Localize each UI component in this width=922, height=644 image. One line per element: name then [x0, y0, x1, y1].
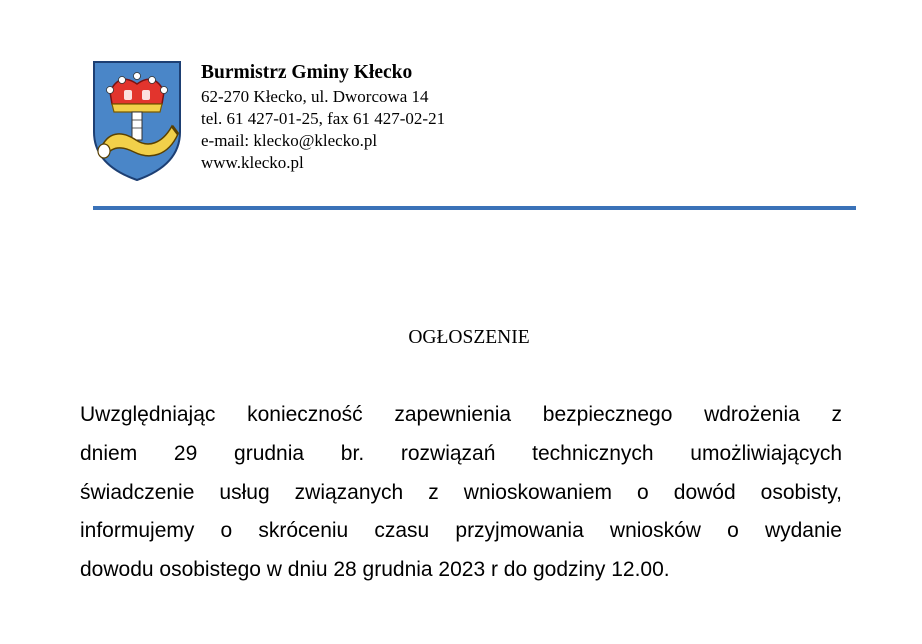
body-line: dowodu osobistego w dniu 28 grudnia 2023 r do godziny 12.00. — [80, 558, 670, 582]
body-line: Uwzględniając konieczność zapewnienia bezpiecznego wdrożenia z — [80, 403, 842, 426]
coat-of-arms-icon — [92, 60, 182, 182]
phone-fax: tel. 61 427-01-25, fax 61 427-02-21 — [201, 109, 446, 128]
document-title: OGŁOSZENIE — [408, 327, 530, 348]
body-line: świadczenie usług związanych z wnioskowaniem o dowód osobisty, — [80, 480, 842, 504]
body-line: dniem 29 grudnia br. rozwiązań technicznych umożliwiających — [80, 441, 842, 465]
letterhead — [201, 60, 445, 174]
website: www.klecko.pl — [201, 153, 304, 172]
header-divider — [93, 206, 856, 210]
address: 62-270 Kłecko, ul. Dworcowa 14 — [201, 87, 429, 106]
email-address: e-mail: klecko@klecko.pl — [201, 131, 378, 150]
organization-name: Burmistrz Gminy Kłecko — [201, 62, 413, 83]
body-line: informujemy o skróceniu czasu przyjmowania wniosków o wydanie — [80, 519, 842, 543]
announcement-body — [80, 396, 842, 590]
